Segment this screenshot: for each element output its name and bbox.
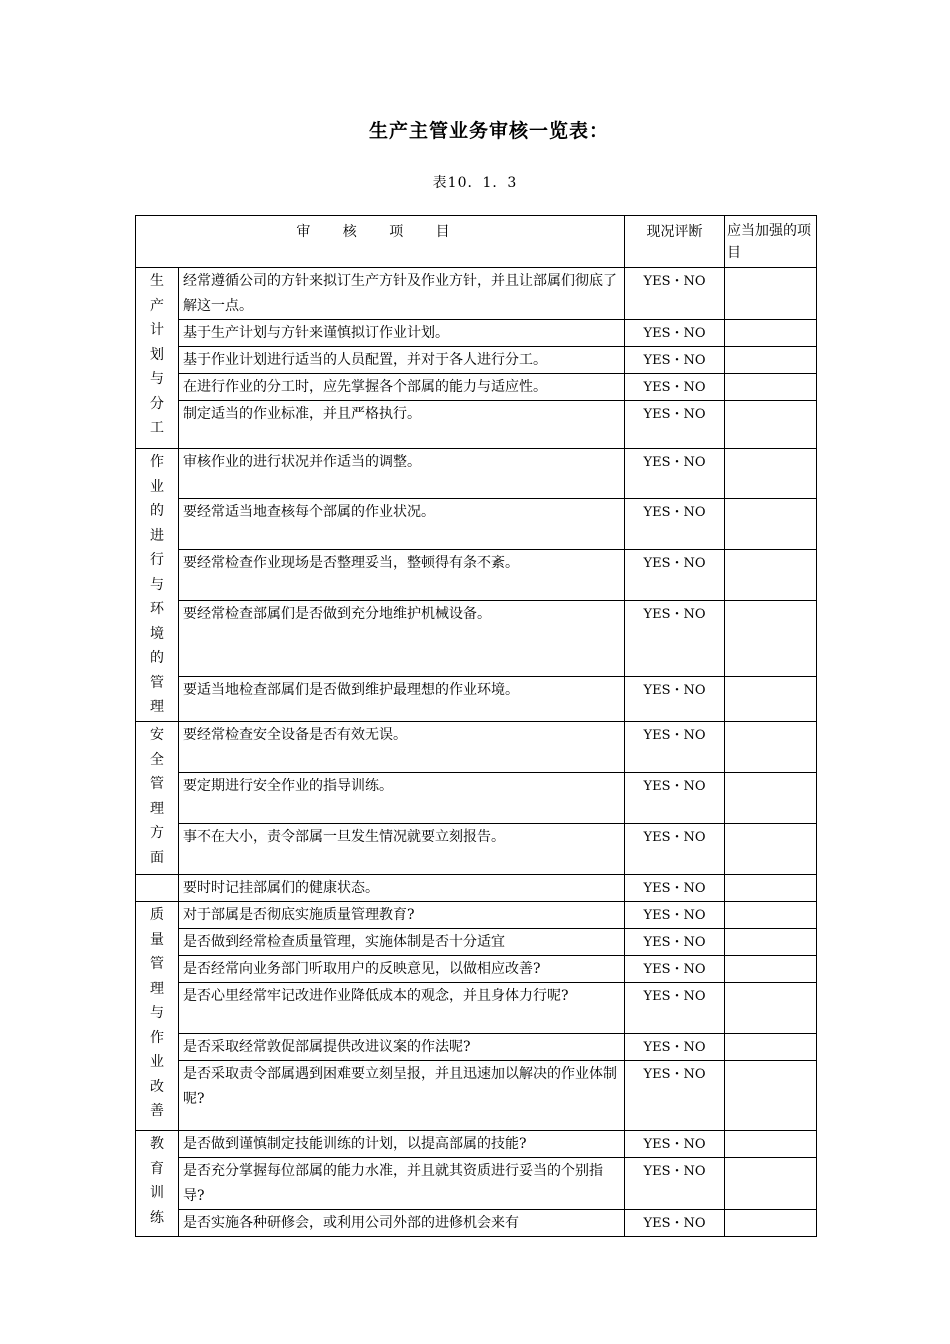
table-row (136, 677, 817, 722)
yes-no-judgement[interactable]: YES・NO (625, 902, 725, 929)
yes-no-judgement[interactable]: YES・NO (625, 401, 725, 449)
yes-no-judgement[interactable]: YES・NO (625, 1131, 725, 1158)
audit-item-text: 基于作业计划进行适当的人员配置，并对于各人进行分工。 (179, 347, 625, 374)
yes-no-judgement[interactable]: YES・NO (625, 677, 725, 722)
table-header (136, 216, 817, 268)
needs-improvement-cell[interactable] (725, 929, 817, 956)
category-cell: 安 全 管 理 方 面 (136, 722, 179, 875)
yes-no-judgement[interactable]: YES・NO (625, 374, 725, 401)
needs-improvement-cell[interactable] (725, 374, 817, 401)
table-row (136, 1061, 817, 1131)
table-row (136, 929, 817, 956)
needs-improvement-cell[interactable] (725, 1210, 817, 1237)
audit-item-text: 是否做到经常检查质量管理，实施体制是否十分适宜 (179, 929, 625, 956)
table-row (136, 268, 817, 320)
yes-no-judgement[interactable]: YES・NO (625, 268, 725, 320)
table-row (136, 449, 817, 499)
needs-improvement-cell[interactable] (725, 1131, 817, 1158)
table-row (136, 1210, 817, 1237)
yes-no-judgement[interactable]: YES・NO (625, 550, 725, 601)
yes-no-judgement[interactable]: YES・NO (625, 449, 725, 499)
audit-item-text: 要适当地检查部属们是否做到维护最理想的作业环境。 (179, 677, 625, 722)
yes-no-judgement[interactable]: YES・NO (625, 320, 725, 347)
audit-item-text: 是否心里经常牢记改进作业降低成本的观念，并且身体力行呢? (179, 983, 625, 1034)
needs-improvement-cell[interactable] (725, 1034, 817, 1061)
yes-no-judgement[interactable]: YES・NO (625, 824, 725, 875)
needs-improvement-cell[interactable] (725, 601, 817, 677)
yes-no-judgement[interactable]: YES・NO (625, 722, 725, 773)
needs-improvement-cell[interactable] (725, 401, 817, 449)
yes-no-judgement[interactable]: YES・NO (625, 499, 725, 550)
audit-item-text: 制定适当的作业标准，并且严格执行。 (179, 401, 625, 449)
yes-no-judgement[interactable]: YES・NO (625, 773, 725, 824)
category-cell: 作 业 的 进 行 与 环 境 的 管 理 (136, 449, 179, 722)
yes-no-judgement[interactable]: YES・NO (625, 929, 725, 956)
table-row (136, 347, 817, 374)
yes-no-judgement[interactable]: YES・NO (625, 347, 725, 374)
needs-improvement-cell[interactable] (725, 1061, 817, 1131)
table-row (136, 773, 817, 824)
yes-no-judgement[interactable]: YES・NO (625, 956, 725, 983)
needs-improvement-cell[interactable] (725, 902, 817, 929)
table-row (136, 401, 817, 449)
table-row (136, 875, 817, 902)
needs-improvement-cell[interactable] (725, 499, 817, 550)
yes-no-judgement[interactable]: YES・NO (625, 1210, 725, 1237)
table-row (136, 824, 817, 875)
table-row (136, 320, 817, 347)
category-cell: 质 量 管 理 与 作 业 改 善 (136, 902, 179, 1131)
table-row (136, 1034, 817, 1061)
audit-item-text: 审核作业的进行状况并作适当的调整。 (179, 449, 625, 499)
audit-item-text: 是否采取责令部属遇到困难要立刻呈报，并且迅速加以解决的作业体制呢? (179, 1061, 625, 1131)
audit-item-text: 在进行作业的分工时，应先掌握各个部属的能力与适应性。 (179, 374, 625, 401)
audit-item-text: 要经常检查安全设备是否有效无误。 (179, 722, 625, 773)
needs-improvement-cell[interactable] (725, 347, 817, 374)
audit-item-text: 基于生产计划与方针来谨慎拟订作业计划。 (179, 320, 625, 347)
table-row (136, 1158, 817, 1210)
header-judge: 现况评断 (625, 216, 725, 268)
audit-item-text: 要经常检查部属们是否做到充分地维护机械设备。 (179, 601, 625, 677)
needs-improvement-cell[interactable] (725, 773, 817, 824)
audit-item-text: 对于部属是否彻底实施质量管理教育? (179, 902, 625, 929)
audit-item-text: 是否采取经常敦促部属提供改进议案的作法呢? (179, 1034, 625, 1061)
needs-improvement-cell[interactable] (725, 824, 817, 875)
table-row (136, 550, 817, 601)
needs-improvement-cell[interactable] (725, 875, 817, 902)
table-number: 表10．1．3 (432, 175, 518, 191)
yes-no-judgement[interactable]: YES・NO (625, 1034, 725, 1061)
header-need: 应当加强的项目 (725, 216, 817, 268)
audit-item-text: 要定期进行安全作业的指导训练。 (179, 773, 625, 824)
yes-no-judgement[interactable]: YES・NO (625, 1158, 725, 1210)
table-row (136, 601, 817, 677)
audit-item-text: 是否充分掌握每位部属的能力水准，并且就其资质进行妥当的个别指导? (179, 1158, 625, 1210)
yes-no-judgement[interactable]: YES・NO (625, 983, 725, 1034)
audit-table (135, 215, 817, 1237)
table-row (136, 1131, 817, 1158)
table-row (136, 722, 817, 773)
category-cell: 教 育 训 练 (136, 1131, 179, 1237)
page-title: 生产主管业务审核一览表： (368, 120, 609, 142)
audit-item-text: 是否做到谨慎制定技能训练的计划，以提高部属的技能? (179, 1131, 625, 1158)
needs-improvement-cell[interactable] (725, 956, 817, 983)
needs-improvement-cell[interactable] (725, 550, 817, 601)
audit-item-text: 是否实施各种研修会，或利用公司外部的进修机会来有 (179, 1210, 625, 1237)
yes-no-judgement[interactable]: YES・NO (625, 601, 725, 677)
table-row (136, 374, 817, 401)
audit-item-text: 要经常检查作业现场是否整理妥当，整顿得有条不紊。 (179, 550, 625, 601)
needs-improvement-cell[interactable] (725, 722, 817, 773)
needs-improvement-cell[interactable] (725, 320, 817, 347)
table-row (136, 983, 817, 1034)
needs-improvement-cell[interactable] (725, 677, 817, 722)
needs-improvement-cell[interactable] (725, 449, 817, 499)
yes-no-judgement[interactable]: YES・NO (625, 1061, 725, 1131)
table-row (136, 956, 817, 983)
needs-improvement-cell[interactable] (725, 268, 817, 320)
category-cell: 生 产 计 划 与 分 工 (136, 268, 179, 449)
category-cell-empty (136, 875, 179, 902)
needs-improvement-cell[interactable] (725, 983, 817, 1034)
audit-item-text: 经常遵循公司的方针来拟订生产方针及作业方针，并且让部属们彻底了解这一点。 (179, 268, 625, 320)
audit-item-text: 要经常适当地查核每个部属的作业状况。 (179, 499, 625, 550)
table-row (136, 499, 817, 550)
audit-item-text: 是否经常向业务部门听取用户的反映意见，以做相应改善? (179, 956, 625, 983)
needs-improvement-cell[interactable] (725, 1158, 817, 1210)
table-row (136, 902, 817, 929)
audit-item-text: 要时时记挂部属们的健康状态。 (179, 875, 625, 902)
yes-no-judgement[interactable]: YES・NO (625, 875, 725, 902)
header-item: 审 核 项 目 (136, 216, 625, 268)
audit-item-text: 事不在大小，责令部属一旦发生情况就要立刻报告。 (179, 824, 625, 875)
